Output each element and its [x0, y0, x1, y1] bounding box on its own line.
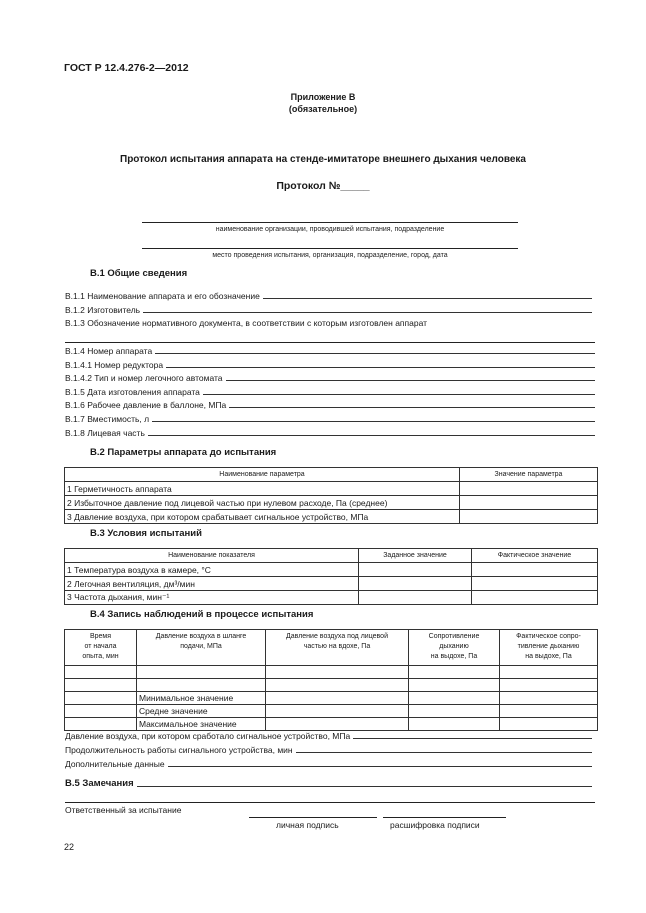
field-row	[65, 428, 595, 438]
table-cell	[472, 577, 598, 591]
remarks-line	[65, 802, 595, 803]
field-label: В.1.1 Наименование аппарата и его обозначение	[65, 291, 260, 301]
field-row	[65, 745, 592, 755]
field-row	[65, 414, 595, 424]
signature-label: Ответственный за испытание	[65, 805, 182, 815]
table-header-row	[65, 468, 598, 482]
section4-heading: В.4 Запись наблюдений в процессе испытания	[90, 609, 314, 620]
table-cell	[409, 718, 500, 731]
table-cell	[266, 692, 409, 705]
table-cell	[500, 692, 598, 705]
column-header	[137, 630, 266, 666]
table-cell: 3 Частота дыхания, мин⁻¹	[65, 591, 359, 605]
section5-heading: В.5 Замечания	[65, 778, 134, 789]
table-header-row	[65, 549, 598, 563]
signature-caption: личная подпись	[276, 820, 339, 830]
table-cell	[409, 666, 500, 679]
section1-heading: В.1 Общие сведения	[90, 268, 188, 279]
column-header	[65, 630, 137, 666]
field-row	[65, 360, 595, 370]
decode-caption: расшифровка подписи	[390, 820, 480, 830]
page-number: 22	[64, 842, 75, 852]
field-label: Дополнительные данные	[65, 759, 165, 769]
table-header-row	[65, 630, 598, 666]
column-header-text: Давление воздуха под лицевой частью на вдохе, Па	[286, 633, 388, 650]
table-row	[65, 679, 598, 692]
column-header: Наименование параметра	[65, 468, 460, 482]
column-header: Значение параметра	[460, 468, 598, 482]
field-label: В.1.8 Лицевая часть	[65, 428, 145, 438]
table-cell	[266, 718, 409, 731]
org-caption: наименование организации, проводившей испытания, подразделение	[215, 226, 445, 233]
field-label: В.1.7 Вместимость, л	[65, 414, 150, 424]
field-row	[65, 759, 592, 769]
field-label: В.1.4.1 Номер редуктора	[65, 360, 164, 370]
table-cell	[472, 591, 598, 605]
table-cell: 2 Избыточное давление под лицевой частью при нулевом расходе, Па (среднее)	[65, 496, 460, 510]
field-row	[65, 387, 595, 397]
place-caption: место проведения испытания, организация, подразделение, город, дата	[212, 252, 448, 259]
column-header-text: Давление воздуха в шланге подачи, МПа	[155, 633, 247, 650]
field-row	[65, 731, 592, 741]
column-header: Заданное значение	[359, 549, 472, 563]
table-row	[65, 705, 598, 718]
table-cell	[409, 692, 500, 705]
remarks-row	[65, 778, 592, 789]
protocol-title: Протокол испытания аппарата на стенде-имитаторе внешнего дыхания человека	[120, 154, 526, 165]
field-continuation-line	[65, 342, 595, 343]
section3-heading: В.3 Условия испытаний	[90, 528, 202, 539]
column-header: Наименование показателя	[65, 549, 359, 563]
table-cell	[266, 679, 409, 692]
table-row	[65, 563, 598, 577]
place-line	[142, 248, 518, 249]
table-cell	[137, 666, 266, 679]
field-row	[65, 373, 595, 383]
column-header-text: Фактическое сопро- тивление дыханию на выдохе, Па	[516, 633, 581, 660]
field-label: Продолжительность работы сигнального устройства, мин	[65, 745, 293, 755]
table-cell	[65, 705, 137, 718]
field-row	[65, 346, 595, 356]
appendix-heading	[0, 91, 646, 115]
table-cell	[500, 718, 598, 731]
table-cell	[137, 679, 266, 692]
field-label: Давление воздуха, при котором сработало сигнальное устройство, МПа	[65, 731, 351, 741]
column-header-text: Сопротивление дыханию на выдохе, Па	[428, 633, 480, 660]
table-cell	[500, 705, 598, 718]
table-cell: Средне значение	[137, 705, 266, 718]
table-cell	[359, 577, 472, 591]
field-row	[65, 305, 592, 315]
table-cell	[359, 591, 472, 605]
table-cell	[65, 692, 137, 705]
field-label: В.1.5 Дата изготовления аппарата	[65, 387, 200, 397]
signature-line	[249, 817, 377, 818]
table-cell	[359, 563, 472, 577]
observations-table	[64, 629, 598, 731]
table-row	[65, 591, 598, 605]
field-label: В.1.4 Номер аппарата	[65, 346, 153, 356]
table-row	[65, 692, 598, 705]
field-row	[65, 400, 595, 410]
column-header	[409, 630, 500, 666]
field-label: В.1.3 Обозначение нормативного документа, в соответствии с которым изготовлен аппарат	[65, 318, 428, 328]
appendix-note: (обязательное)	[288, 104, 358, 114]
field-label: В.1.4.2 Тип и номер легочного автомата	[65, 373, 223, 383]
table-cell	[472, 563, 598, 577]
table-cell	[460, 510, 598, 524]
table-row	[65, 496, 598, 510]
table-cell	[266, 666, 409, 679]
table-cell	[409, 705, 500, 718]
column-header: Фактическое значение	[472, 549, 598, 563]
column-header-text: Время от начала опыта, мин	[82, 633, 119, 660]
table-cell	[65, 666, 137, 679]
parameters-table	[64, 467, 598, 524]
field-label: В.1.6 Рабочее давление в баллоне, МПа	[65, 400, 227, 410]
table-cell	[409, 679, 500, 692]
column-header	[266, 630, 409, 666]
document-id: ГОСТ Р 12.4.276-2—2012	[64, 62, 189, 74]
table-row	[65, 577, 598, 591]
org-line	[142, 222, 518, 223]
table-row	[65, 666, 598, 679]
table-cell	[500, 679, 598, 692]
table-cell: Максимальное значение	[137, 718, 266, 731]
table-cell	[65, 718, 137, 731]
table-cell	[460, 496, 598, 510]
conditions-table	[64, 548, 598, 605]
column-header	[500, 630, 598, 666]
field-row	[65, 291, 592, 301]
table-row	[65, 482, 598, 496]
table-cell	[266, 705, 409, 718]
table-cell	[65, 679, 137, 692]
table-row	[65, 510, 598, 524]
protocol-number: Протокол №_____	[276, 180, 370, 192]
section2-heading: В.2 Параметры аппарата до испытания	[90, 447, 277, 458]
table-cell: 1 Температура воздуха в камере, °С	[65, 563, 359, 577]
decode-line	[383, 817, 506, 818]
table-row	[65, 718, 598, 731]
table-cell	[460, 482, 598, 496]
table-cell	[500, 666, 598, 679]
field-label: В.1.2 Изготовитель	[65, 305, 141, 315]
table-cell: Минимальное значение	[137, 692, 266, 705]
appendix-title: Приложение В	[290, 92, 356, 102]
table-cell: 2 Легочная вентиляция, дм³/мин	[65, 577, 359, 591]
table-cell: 1 Герметичность аппарата	[65, 482, 460, 496]
table-cell: 3 Давление воздуха, при котором срабатывает сигнальное устройство, МПа	[65, 510, 460, 524]
field-row	[65, 318, 427, 328]
